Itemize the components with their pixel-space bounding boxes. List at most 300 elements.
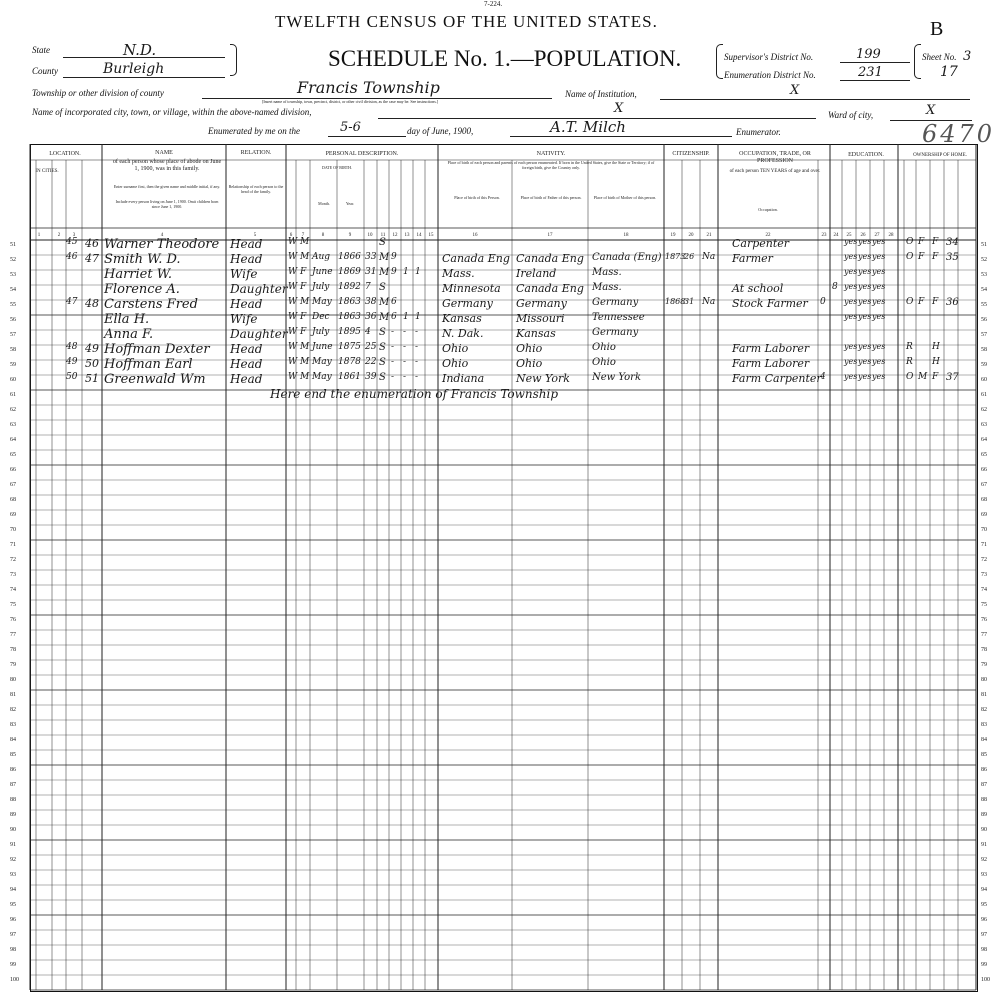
line-number: 54 [10,287,16,293]
cell-year: 1863 [338,312,361,322]
column-number: 9 [348,233,352,238]
cell-age: 7 [365,282,371,292]
cell-write: yes [858,312,872,321]
col-occupation-header: OCCUPATION, TRADE, OR PROFESSION [739,151,811,164]
cell-year: 1878 [338,357,361,367]
cell-own: O [906,252,914,262]
column-number: 6 [289,233,293,238]
cell-marital: S [379,327,386,338]
cell-farm: F [932,252,939,262]
line-number: 72 [10,557,16,563]
cell-color: W [288,297,298,307]
line-number: 57 [10,332,16,338]
institution-value: X [790,83,800,98]
cell-color: W [288,252,298,262]
cell-dwelling: 45 [66,237,78,247]
cell-relation: Head [230,237,263,251]
line-number: 76 [981,617,987,623]
cell-read: yes [844,267,858,276]
township-value: Francis Township [297,78,440,97]
column-number: 21 [706,233,712,238]
column-number: 1 [37,233,41,238]
cell-sex: M [300,372,310,382]
cell-farm: F [932,237,939,247]
cell-relation: Head [230,372,263,386]
cell-name: Hoffman Dexter [104,342,210,357]
state-value: N.D. [123,41,157,59]
line-number: 96 [981,917,987,923]
col-nativity-sub: Place of birth of each person and parents of each person enumerated. If born in the United States, give the State or Territory; if of foreign birth, give the Country only. [447,160,655,170]
enumerator-label: Enumerator. [736,127,781,137]
line-number: 91 [10,842,16,848]
cell-occ: Farm Laborer [732,342,810,355]
cell-sched: 36 [946,297,959,308]
line-number: 52 [981,257,987,263]
col-ownership-header: OWNERSHIP OF HOME. [913,153,967,158]
cell-bm: Germany [592,297,639,308]
cell-occ: Carpenter [732,237,790,250]
cell-dwelling: 46 [66,252,78,262]
cell-bf: Ireland [516,267,557,280]
cell-ym: - [391,327,395,337]
cell-free: F [918,297,925,307]
census-title: TWELFTH CENSUS OF THE UNITED STATES. [275,12,658,31]
cell-color: W [288,237,298,247]
cell-family: 49 [85,342,99,355]
cell-color: W [288,342,298,352]
county-label: County [32,66,58,76]
line-number: 59 [981,362,987,368]
line-number: 54 [981,287,987,293]
line-number: 97 [981,932,987,938]
cell-speak: yes [872,267,886,276]
cell-year: 1892 [338,282,361,292]
cell-bf: Ohio [516,357,543,370]
state-label: State [32,45,50,55]
institution-label: Name of Institution, [565,89,637,99]
line-number: 56 [10,317,16,323]
column-number: 13 [404,233,410,238]
cell-month: May [312,372,332,382]
cell-month: June [312,267,333,277]
cell-mo: 1 [403,267,409,277]
schedule-title: SCHEDULE No. 1.—POPULATION. [328,46,682,71]
line-number: 86 [10,767,16,773]
col-nativity-header: NATIVITY. [536,151,566,157]
cell-read: yes [844,237,858,246]
supervisor-value: 199 [856,47,881,62]
cell-month: July [312,327,330,337]
cell-ym: - [391,342,395,352]
cell-family: 48 [85,297,99,310]
col-in-cities-header: IN CITIES. [35,169,59,174]
column-number: 25 [846,233,852,238]
cell-bm: Ohio [592,357,616,368]
cell-occ: Farm Carpenter [732,372,822,385]
line-number: 63 [10,422,16,428]
cell-bp: Canada Eng [442,252,510,265]
cell-sch: 8 [832,282,838,292]
cell-year: 1895 [338,327,361,337]
col-relation-header: RELATION. [240,150,272,156]
line-number: 51 [981,242,987,248]
cell-unemp: 0 [820,297,826,307]
column-number: 15 [428,233,434,238]
cell-farm: F [932,372,939,382]
line-number: 83 [10,722,16,728]
cell-bm: Canada (Eng) [592,252,662,263]
cell-imm: 1868 [665,297,686,306]
cell-dwelling: 48 [66,342,78,352]
enumeration-label: Enumeration District No. [724,70,816,80]
column-number: 20 [688,233,694,238]
line-number: 84 [981,737,987,743]
line-number: 100 [10,977,19,983]
line-number: 91 [981,842,987,848]
line-number: 75 [981,602,987,608]
cell-farm: H [932,342,940,352]
county-value: Burleigh [103,61,165,77]
line-number: 58 [981,347,987,353]
line-number: 77 [10,632,16,638]
column-number: 5 [253,233,257,238]
cell-dwelling: 47 [66,297,78,307]
line-number: 94 [981,887,987,893]
col-occupation-col: Occupation. [758,207,778,212]
cell-bf: Canada Eng [516,282,584,295]
cell-speak: yes [872,237,886,246]
line-number: 98 [981,947,987,953]
cell-month: Dec [312,312,330,322]
line-number: 72 [981,557,987,563]
cell-bm: Germany [592,327,639,338]
cell-mo: - [403,372,407,382]
line-number: 60 [981,377,987,383]
column-number: 8 [321,233,325,238]
column-number: 16 [472,233,478,238]
column-number: 11 [380,233,386,238]
cell-nat: Na [702,252,716,262]
cell-write: yes [858,267,872,276]
cell-speak: yes [872,372,886,381]
cell-color: W [288,327,298,337]
column-number: 2 [57,233,61,238]
cell-bp: Minnesota [442,282,501,295]
cell-mo: - [403,327,407,337]
cell-year: 1861 [338,372,361,382]
line-number: 83 [981,722,987,728]
cell-color: W [288,372,298,382]
line-number: 95 [10,902,16,908]
cell-write: yes [858,237,872,246]
stamp-number: 6470 [922,120,996,148]
cell-cl: - [415,357,419,367]
cell-age: 39 [365,372,377,382]
cell-write: yes [858,372,872,381]
cell-farm: F [932,297,939,307]
cell-bf: Canada Eng [516,252,584,265]
cell-ym: - [391,357,395,367]
cell-sched: 35 [946,252,959,263]
cell-own: O [906,297,914,307]
column-number: 22 [765,233,771,238]
cell-ym: 9 [391,267,397,277]
col-name-header: NAME [155,150,173,156]
line-number: 79 [10,662,16,668]
cell-bp: Germany [442,297,493,310]
cell-bp: Kansas [442,312,482,325]
cell-write: yes [858,357,872,366]
line-number: 53 [10,272,16,278]
line-number: 87 [10,782,16,788]
cell-name: Warner Theodore [104,237,220,252]
line-number: 53 [981,272,987,278]
cell-age: 22 [365,357,377,367]
line-number: 89 [981,812,987,818]
cell-relation: Head [230,342,263,356]
line-number: 62 [10,407,16,413]
cell-color: W [288,357,298,367]
line-number: 74 [981,587,987,593]
cell-yrs: 31 [684,297,695,306]
cell-relation: Wife [230,312,258,326]
cell-year: 1866 [338,252,361,262]
cell-year: 1875 [338,342,361,352]
cell-marital: S [379,372,386,383]
line-number: 81 [981,692,987,698]
cell-occ: Farm Laborer [732,357,810,370]
cell-sched: 34 [946,237,959,248]
enumeration-value: 231 [858,65,883,80]
line-number: 70 [10,527,16,533]
line-number: 97 [10,932,16,938]
column-number: 19 [670,233,676,238]
cell-free: M [918,372,928,382]
cell-family: 51 [85,372,99,385]
cell-speak: yes [872,357,886,366]
cell-month: May [312,357,332,367]
line-number: 62 [981,407,987,413]
cell-name: Florence A. [104,282,180,297]
cell-sched: 37 [946,372,959,383]
cell-bp: N. Dak. [442,327,484,340]
col-birth-father-header: Place of birth of Father of this person. [520,195,582,200]
line-number: 80 [981,677,987,683]
cell-bf: Kansas [516,327,556,340]
cell-ym: - [391,372,395,382]
cell-bf: New York [516,372,570,385]
ward-label: Ward of city, [828,110,874,120]
line-number: 65 [10,452,16,458]
cell-age: 4 [365,327,371,337]
line-number: 70 [981,527,987,533]
col-name-sub: of each person whose place of abode on June 1, 1900, was in this family. [112,159,222,172]
cell-age: 31 [365,267,377,277]
cell-month: June [312,342,333,352]
line-number: 86 [981,767,987,773]
cell-relation: Head [230,297,263,311]
line-number: 89 [10,812,16,818]
cell-speak: yes [872,252,886,261]
cell-bm: Ohio [592,342,616,353]
line-number: 52 [10,257,16,263]
column-number: 7 [301,233,305,238]
line-number: 67 [10,482,16,488]
line-number: 100 [981,977,990,983]
cell-mo: - [403,342,407,352]
cell-cl: 1 [415,312,421,322]
cell-month: July [312,282,330,292]
cell-free: F [918,237,925,247]
line-number: 68 [10,497,16,503]
cell-age: 25 [365,342,377,352]
line-number: 65 [981,452,987,458]
cell-speak: yes [872,342,886,351]
line-number: 79 [981,662,987,668]
col-date-birth-header: DATE OF BIRTH. [321,165,353,170]
line-number: 55 [10,302,16,308]
city-label: Name of incorporated city, town, or village, within the above-named division, [32,107,312,117]
cell-read: yes [844,252,858,261]
line-number: 94 [10,887,16,893]
cell-age: 36 [365,312,377,322]
line-number: 68 [981,497,987,503]
enumerated-day-suffix: day of June, 1900, [407,126,474,136]
line-number: 90 [10,827,16,833]
line-number: 69 [10,512,16,518]
cell-imm: 1873 [665,252,686,261]
cell-sex: M [300,252,310,262]
supervisor-label: Supervisor's District No. [724,52,814,62]
cell-year: 1869 [338,267,361,277]
line-number: 78 [981,647,987,653]
cell-read: yes [844,297,858,306]
line-number: 71 [981,542,987,548]
cell-own: R [906,342,913,352]
line-number: 78 [10,647,16,653]
line-number: 85 [10,752,16,758]
line-number: 77 [981,632,987,638]
line-number: 88 [981,797,987,803]
cell-speak: yes [872,282,886,291]
line-number: 80 [10,677,16,683]
line-number: 93 [981,872,987,878]
line-number: 84 [10,737,16,743]
line-number: 56 [981,317,987,323]
cell-marital: S [379,342,386,353]
line-number: 73 [981,572,987,578]
cell-year: 1863 [338,297,361,307]
cell-sex: M [300,357,310,367]
cell-ym: 6 [391,312,397,322]
col-location-header: LOCATION. [49,151,81,157]
cell-marital: M [379,312,390,323]
cell-own: O [906,237,914,247]
cell-color: W [288,282,298,292]
cell-relation: Head [230,357,263,371]
cell-speak: yes [872,297,886,306]
cell-mo: - [403,357,407,367]
cell-bf: Ohio [516,342,543,355]
cell-cl: - [415,342,419,352]
column-number: 23 [821,233,827,238]
cell-family: 47 [85,252,99,265]
line-number: 61 [10,392,16,398]
cell-bp: Ohio [442,342,469,355]
cell-write: yes [858,297,872,306]
line-number: 51 [10,242,16,248]
col-year-header: Year. [345,201,355,206]
cell-name: Anna F. [104,327,154,342]
cell-sex: F [300,312,307,322]
enumerator-name: A.T. Milch [550,118,626,136]
line-number: 67 [981,482,987,488]
sheet-letter: B [930,18,944,40]
line-number: 57 [981,332,987,338]
cell-marital: S [379,237,386,248]
cell-name: Ella H. [104,312,150,327]
line-number: 95 [981,902,987,908]
line-number: 59 [10,362,16,368]
column-number: 28 [888,233,894,238]
col-education-header: EDUCATION. [848,152,884,158]
cell-occ: Farmer [732,252,773,265]
line-number: 92 [981,857,987,863]
line-number: 88 [10,797,16,803]
cell-sex: F [300,282,307,292]
cell-farm: H [932,357,940,367]
cell-cl: - [415,327,419,337]
line-number: 66 [10,467,16,473]
cell-cl: 1 [415,267,421,277]
cell-write: yes [858,252,872,261]
cell-relation: Head [230,252,263,266]
col-name-note2: Include every person living on June 1, 1900. Omit children born since June 1, 1900. [115,199,219,209]
cell-relation: Wife [230,267,258,281]
column-number: 17 [547,233,553,238]
cell-sex: M [300,342,310,352]
cell-ym: 6 [391,297,397,307]
cell-color: W [288,267,298,277]
enumerated-label: Enumerated by me on the [208,126,300,136]
cell-sex: M [300,297,310,307]
line-number: 69 [981,512,987,518]
sheet-label: Sheet No. [922,52,957,62]
line-number: 98 [10,947,16,953]
cell-relation: Daughter [230,282,288,296]
cell-free: F [918,252,925,262]
cell-name: Greenwald Wm [104,372,206,387]
cell-occ: At school [732,282,784,295]
enumerated-day: 5-6 [340,120,361,135]
column-number: 27 [874,233,880,238]
line-number: 93 [10,872,16,878]
column-number: 24 [833,233,839,238]
cell-dwelling: 49 [66,357,78,367]
cell-speak: yes [872,312,886,321]
cell-name: Carstens Fred [104,297,198,312]
cell-relation: Daughter [230,327,288,341]
column-number: 26 [860,233,866,238]
line-number: 76 [10,617,16,623]
sheet-value: 3 [963,49,972,64]
cell-bf: Missouri [516,312,565,325]
sheet-sub: 17 [940,64,958,80]
line-number: 90 [981,827,987,833]
cell-marital: M [379,267,390,278]
cell-bm: Mass. [592,282,622,293]
cell-month: May [312,297,332,307]
